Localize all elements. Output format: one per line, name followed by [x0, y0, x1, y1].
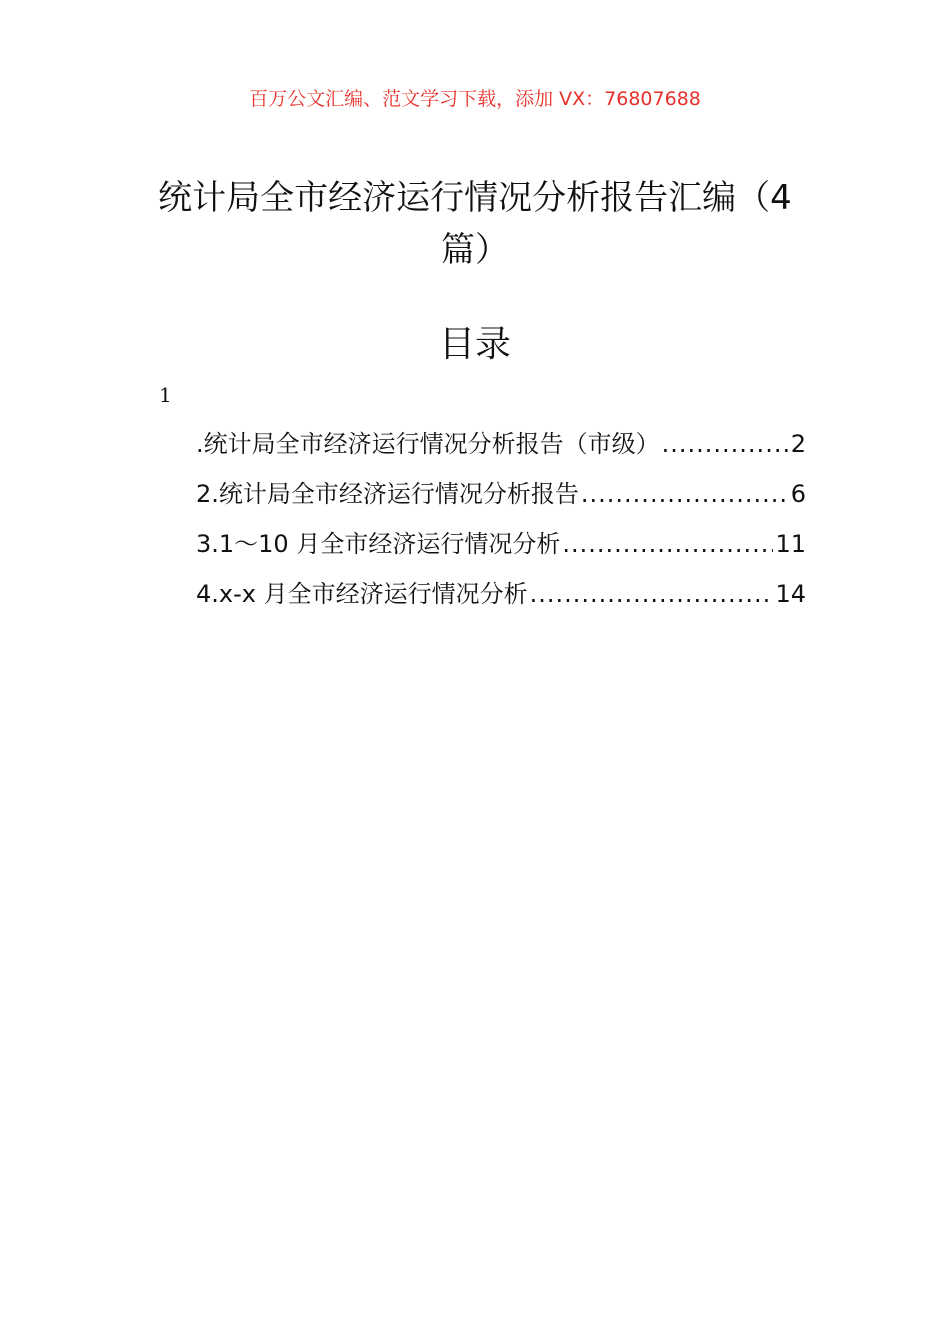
- toc-entry-page: 11: [775, 530, 806, 558]
- toc-entry-3[interactable]: [196, 524, 806, 574]
- toc-entry-title: 3.1～10 月全市经济运行情况分析: [196, 530, 561, 558]
- toc-entry-title: 2.统计局全市经济运行情况分析报告: [196, 480, 579, 508]
- toc-entry-2[interactable]: [196, 474, 806, 524]
- toc-entry-4[interactable]: [196, 574, 806, 624]
- toc-heading: 目录: [438, 324, 511, 365]
- document-title-line-2: 篇）: [441, 230, 509, 270]
- header-download-note: 百万公文汇编、范文学习下载，添加 VX：76807688: [249, 88, 701, 110]
- toc-entry-page: 14: [775, 580, 806, 608]
- table-of-contents: [196, 424, 806, 624]
- toc-leader-dots: [562, 524, 773, 564]
- toc-entry-title: .统计局全市经济运行情况分析报告（市级）: [196, 430, 660, 458]
- toc-entry-title: 4.x-x 月全市经济运行情况分析: [196, 580, 528, 608]
- stray-list-number: 1: [159, 383, 172, 407]
- document-title-line-1: 统计局全市经济运行情况分析报告汇编（4: [158, 178, 792, 218]
- toc-leader-dots: [530, 574, 774, 614]
- document-title: [140, 172, 810, 276]
- toc-entry-page: 6: [790, 480, 806, 508]
- toc-entry-page: 2: [790, 430, 806, 458]
- toc-entry-1[interactable]: [196, 424, 806, 474]
- toc-leader-dots: [581, 474, 789, 514]
- toc-leader-dots: [662, 424, 789, 464]
